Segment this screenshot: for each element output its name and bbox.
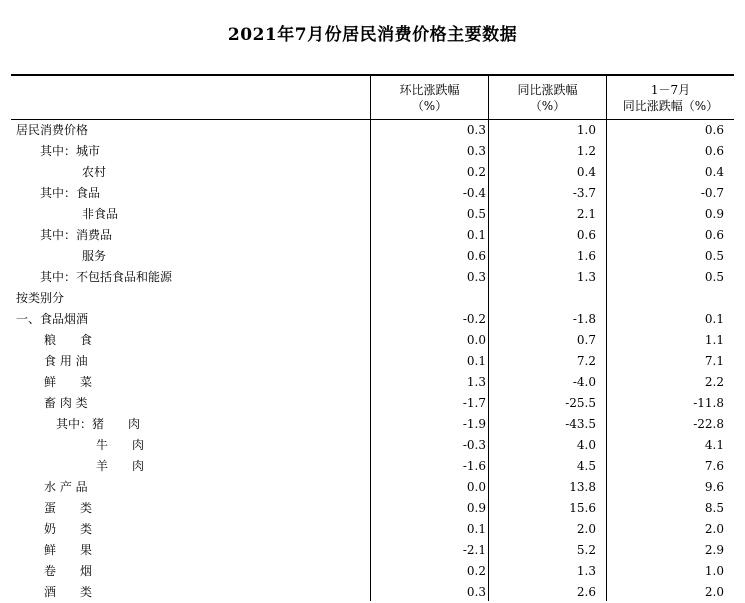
table-row — [11, 393, 734, 414]
table-row — [11, 540, 734, 561]
row-value-v1: 0.3 — [466, 585, 486, 599]
row-value-v1: 0.5 — [466, 207, 486, 221]
header-ytd-line1: 1－7月 — [650, 82, 691, 97]
row-value-v1: 0.1 — [466, 228, 486, 242]
header-ytd — [607, 76, 734, 119]
table-row — [11, 246, 734, 267]
table-row — [11, 183, 734, 204]
row-value-v3: 0.6 — [704, 228, 724, 242]
row-value-v2: 1.3 — [576, 270, 596, 284]
row-value-v2: 0.4 — [576, 165, 596, 179]
row-value-v2: 1.0 — [576, 123, 596, 137]
row-value-v3: 1.1 — [704, 333, 724, 347]
row-value-v3: 7.6 — [704, 459, 724, 473]
row-value-v2: -25.5 — [565, 396, 596, 410]
row-label: 其中：消费品 — [40, 228, 113, 242]
row-label: 蛋 类 — [44, 501, 93, 515]
row-value-v3: 0.6 — [704, 123, 724, 137]
row-value-v2: 1.6 — [576, 249, 596, 263]
row-label: 按类别分 — [16, 291, 65, 305]
row-value-v3: 2.2 — [704, 375, 724, 389]
row-label: 奶 类 — [44, 522, 93, 536]
row-value-v1: -1.6 — [462, 459, 486, 473]
table-row — [11, 141, 734, 162]
row-value-v2: 1.2 — [576, 144, 596, 158]
table-header — [11, 76, 734, 120]
row-value-v2: -1.8 — [572, 312, 596, 326]
row-label: 一、食品烟酒 — [16, 312, 89, 326]
row-value-v2: 15.6 — [569, 501, 596, 515]
row-value-v3: 2.0 — [704, 522, 724, 536]
row-value-v3: 2.9 — [704, 543, 724, 557]
row-value-v1: 0.2 — [466, 165, 486, 179]
table-row — [11, 330, 734, 351]
row-value-v1: 0.3 — [466, 144, 486, 158]
row-value-v2: 13.8 — [569, 480, 596, 494]
table-row — [11, 162, 734, 183]
table-row — [11, 120, 734, 141]
table-row — [11, 435, 734, 456]
table-row — [11, 267, 734, 288]
row-value-v2: 2.1 — [576, 207, 596, 221]
table-row — [11, 204, 734, 225]
row-value-v1: -0.3 — [462, 438, 486, 452]
row-value-v2: -4.0 — [572, 375, 596, 389]
row-value-v3: 4.1 — [704, 438, 724, 452]
table-row — [11, 372, 734, 393]
row-label: 其中：城市 — [40, 144, 101, 158]
row-value-v1: 0.1 — [466, 522, 486, 536]
row-value-v3: 0.9 — [704, 207, 724, 221]
row-label: 其中：食品 — [40, 186, 101, 200]
row-value-v1: 0.6 — [466, 249, 486, 263]
row-label: 牛 肉 — [96, 438, 145, 452]
cpi-table — [11, 74, 734, 603]
row-value-v2: 7.2 — [576, 354, 596, 368]
row-value-v1: 0.9 — [466, 501, 486, 515]
table-row — [11, 309, 734, 330]
table-row — [11, 225, 734, 246]
row-value-v2: 1.3 — [576, 564, 596, 578]
row-value-v3: 1.0 — [704, 564, 724, 578]
row-label: 卷 烟 — [44, 564, 93, 578]
header-yoy-line2: （%） — [529, 98, 566, 113]
row-value-v1: 0.3 — [466, 123, 486, 137]
header-mom — [371, 76, 488, 119]
row-value-v3: -11.8 — [693, 396, 724, 410]
header-yoy-line1: 同比涨跌幅 — [517, 82, 578, 97]
row-value-v3: 0.5 — [704, 270, 724, 284]
row-value-v2: 4.5 — [576, 459, 596, 473]
row-label: 其中：不包括食品和能源 — [40, 270, 173, 284]
row-label: 羊 肉 — [96, 459, 145, 473]
table-row — [11, 498, 734, 519]
row-value-v1: 1.3 — [466, 375, 486, 389]
row-value-v3: 0.5 — [704, 249, 724, 263]
table-row — [11, 288, 734, 309]
row-value-v1: 0.2 — [466, 564, 486, 578]
row-label: 水 产 品 — [44, 480, 88, 494]
row-label: 非食品 — [82, 207, 119, 221]
row-value-v3: 0.4 — [704, 165, 724, 179]
row-label: 服务 — [82, 249, 107, 263]
table-row — [11, 351, 734, 372]
row-value-v2: 2.0 — [576, 522, 596, 536]
row-label: 畜 肉 类 — [44, 396, 88, 410]
row-value-v3: 0.1 — [704, 312, 724, 326]
table-row — [11, 456, 734, 477]
header-yoy — [489, 76, 606, 119]
row-value-v1: 0.1 — [466, 354, 486, 368]
header-ytd-line2: 同比涨跌幅（%） — [622, 98, 719, 113]
row-value-v3: 9.6 — [704, 480, 724, 494]
table-row — [11, 519, 734, 540]
table-row — [11, 561, 734, 582]
row-value-v2: -43.5 — [565, 417, 596, 431]
row-value-v2: 4.0 — [576, 438, 596, 452]
row-value-v2: 0.6 — [576, 228, 596, 242]
row-value-v3: -22.8 — [693, 417, 724, 431]
header-mom-line2: （%） — [411, 98, 448, 113]
row-value-v2: 2.6 — [576, 585, 596, 599]
row-value-v2: 0.7 — [576, 333, 596, 347]
row-value-v1: -1.7 — [462, 396, 486, 410]
page-title: 2021年7月份居民消费价格主要数据 — [227, 25, 518, 45]
row-value-v1: -0.2 — [462, 312, 486, 326]
row-value-v1: 0.3 — [466, 270, 486, 284]
row-value-v1: -1.9 — [462, 417, 486, 431]
row-value-v1: 0.0 — [466, 333, 486, 347]
row-value-v3: 2.0 — [704, 585, 724, 599]
row-value-v2: 5.2 — [576, 543, 596, 557]
row-label: 酒 类 — [44, 585, 93, 599]
table-row — [11, 582, 734, 603]
row-label: 食 用 油 — [44, 354, 88, 368]
row-value-v1: 0.0 — [466, 480, 486, 494]
table-row — [11, 414, 734, 435]
row-value-v3: 7.1 — [704, 354, 724, 368]
row-value-v1: -0.4 — [462, 186, 486, 200]
row-value-v1: -2.1 — [462, 543, 486, 557]
header-mom-line1: 环比涨跌幅 — [399, 82, 460, 97]
table-row — [11, 477, 734, 498]
row-label: 粮 食 — [44, 333, 93, 347]
row-value-v3: 8.5 — [704, 501, 724, 515]
row-label: 鲜 果 — [44, 543, 93, 557]
row-value-v3: 0.6 — [704, 144, 724, 158]
row-value-v2: -3.7 — [572, 186, 596, 200]
table-body — [11, 120, 734, 603]
row-label: 居民消费价格 — [16, 123, 89, 137]
row-value-v3: -0.7 — [700, 186, 724, 200]
row-label: 鲜 菜 — [44, 375, 93, 389]
row-label: 其中：猪 肉 — [56, 417, 141, 431]
row-label: 农村 — [82, 165, 107, 179]
